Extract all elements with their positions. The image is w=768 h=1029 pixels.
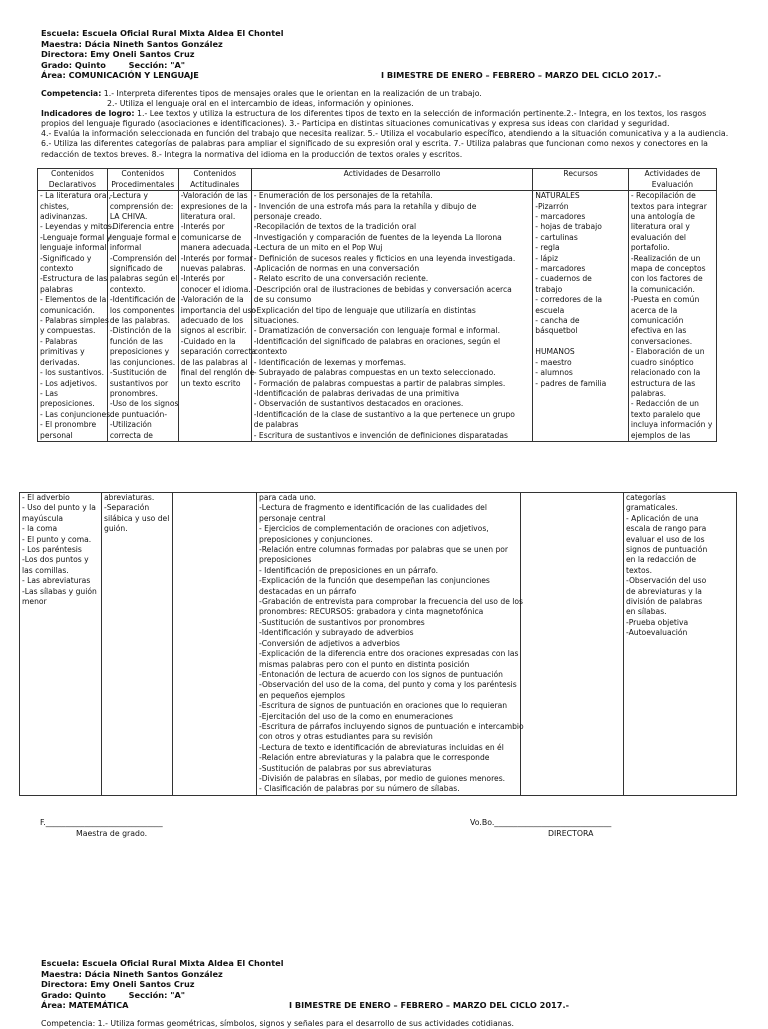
cell-line: -Cuidado en la [180,336,236,346]
cell-line: palabras [40,284,73,294]
cell-line: personal [40,430,73,440]
cell-line: pronombres. [109,388,158,398]
cell-line: -Aplicación de normas en una conversación [253,264,420,274]
cell-line: relacionado con la [630,368,701,378]
cell-line: - Palabras simples [40,316,109,326]
cell-line: una antología de [630,212,695,221]
cell-line: de las palabras al [180,357,248,367]
cell-line: mismas palabras pero con el punto en distinta posición [259,659,470,669]
cell-line: acerca de la [630,305,678,315]
cell-line: - cartulinas [535,232,578,242]
cell-line: - Clasificación de palabras por su número de sílabas. [259,784,460,794]
cell-line: -Recopilación de textos de la tradición oral [253,222,417,232]
cell-line: - marcadores [535,264,586,274]
director-signature-label: DIRECTORA [548,829,594,838]
cell-actitudinales [178,191,257,442]
cell-line: chistes, [40,201,70,211]
cell-line: comprensión de: [109,201,174,211]
cell-line: mapa de conceptos [630,264,706,274]
cell-line: importancia del uso [180,305,257,315]
cell-line: - Leyendas y mitos. [40,222,115,232]
cell-line: preposiciones y conjunciones. [259,534,373,544]
cell-line: escala de rango para [626,524,707,534]
cell-declarativos [38,191,115,442]
cell-line: preposiciones. [40,399,95,409]
director-name: Directora: Emy Oneli Santos Cruz [41,49,195,60]
cell-line: trabajo [535,284,563,294]
cell-line: - Definición de sucesos reales y ficticios en una leyenda investigada. [253,253,516,263]
cell-line: - La literatura oral, [40,191,112,201]
cell-actividades-cont [257,493,524,796]
cell-line: nuevas palabras. [180,264,246,274]
bimestre-label-2: I BIMESTRE DE ENERO – FEBRERO – MARZO DEL CICLO 2017.- [289,1000,569,1011]
cell-line: - Identificación de lexemas y morfemas. [253,357,407,367]
cell-line: manera adecuada. [180,243,253,253]
cell-line: textos. [626,565,653,575]
area-row-2 [41,1000,741,1011]
cell-line: correcta de [109,430,153,440]
cell-line: básquetbol [535,326,578,336]
cell-line: personaje central [259,513,326,523]
school-name: Escuela: Escuela Oficial Rural Mixta Aldea El Chontel [41,28,284,38]
cell-line: - hojas de trabajo [535,222,602,232]
cell-line: las conjunciones. [109,357,176,367]
bimestre-label: I BIMESTRE DE ENERO – FEBRERO – MARZO DEL CICLO 2017.- [381,70,661,81]
cell-line: en sílabas. [626,607,667,617]
cell-line: ejemplos de las [630,430,691,440]
cell-line: un texto escrito [180,378,241,388]
cell-line: las comillas. [22,565,69,575]
cell-line: -Comprensión del [109,253,177,263]
cell-line: - corredores de la [535,295,602,305]
indicadores-label: Indicadores de logro: [41,109,135,119]
indicadores-line-3: 4.- Evalúa la información seleccionada en función del trabajo que necesita realizar. 5.- Utiliza el vocabulario específico, atendiendo a la situación comunicativa y a la audiencia. [41,129,729,139]
cell-line: efectiva en las [630,326,687,336]
header-procedimentales: Contenidos Procedimentales [107,169,178,191]
cell-line: contexto [253,347,288,357]
cell-line: - Los adjetivos. [40,378,98,388]
cell-line: preposiciones [259,555,312,565]
cell-line: -Identificación del significado de palabras en oraciones, según el [253,336,501,346]
cell-line: -Grabación de entrevista para comprobar la frecuencia del uso de los [259,597,523,607]
header-actividades: Actividades de Desarrollo [251,169,532,191]
competencia-label: Competencia: [41,89,102,98]
indicadores-line-4: 6.- Utiliza las diferentes categorías de palabras para ampliar el significado de su expresión oral y escrita. 7.- Utiliza palabras que funcionan como nexos y conectores en la [41,139,708,149]
cell-line: -Escritura de párrafos incluyendo signos de puntuación e intercambio [259,721,524,731]
cell-line: - Relato escrito de una conversación reciente. [253,274,429,284]
cell-line: -Identificación de [109,295,176,305]
cell-line: -Realización de un [630,253,701,263]
cell-line: -Descripción oral de ilustraciones de bebidas y conversación acerca [253,284,512,294]
cell-recursos [533,191,629,442]
cell-line: - El adverbio [22,493,70,502]
cell-line: palabras según el [109,274,178,284]
cell-line: - Las [40,388,58,398]
cell-line: -Uso de los signos [109,399,179,409]
table-row [38,191,717,442]
cell-line: gramaticales. [626,503,678,513]
competencia-block [41,89,741,160]
competencia-line-2 [41,99,741,109]
cell-line: signos de puntuación [626,545,708,555]
cell-line: - Las conjunciones. [40,409,113,419]
competencia-partial: Competencia: 1.- Utiliza formas geométricas, símbolos, signos y señales para el desarrollo de sus actividades cotidianas. [41,1018,515,1028]
teacher-name-2: Maestra: Dácia Nineth Santos González [41,968,223,979]
cell-line: - Formación de palabras compuestas a partir de palabras simples. [253,378,506,388]
cell-line: -Sustitución de sustantivos por pronombres [259,617,425,627]
cell-line: portafolio. [630,243,670,253]
cell-line: menor [22,597,47,607]
cell-line: -Pizarrón [535,201,569,211]
cell-line: -Escritura de signos de puntuación en oraciones que lo requieran [259,701,508,711]
cell-actividades [251,191,532,442]
cell-line: categorías [626,493,666,502]
cell-line: conversaciones. [630,336,693,346]
cell-line: - El pronombre [40,420,97,430]
cell-line: - Enumeración de los personajes de la retahíla. [253,191,433,201]
cell-line: - Ejercicios de complementación de oraciones con adjetivos, [259,524,489,534]
competencia-1: 1.- Interpreta diferentes tipos de mensajes orales que le orientan en la realización de un trabajo. [101,89,482,98]
cell-line: - Redacción de un [630,399,699,409]
cell-line: -Lectura y [109,191,148,201]
indicadores-1: 1.- Lee textos y utiliza la estructura de los diferentes tipos de texto en la selección de información pertinente.2.- Integra, en los textos, los rasgos [134,109,707,119]
cell-line: de puntuación- [109,409,168,419]
cell-line: -Las sílabas y guión [22,586,97,596]
cell-line: silábica y uso del [104,513,170,523]
cell-line: -Diferencia entre [109,222,174,232]
cell-actitudinales-cont [173,493,257,796]
header-recursos: Recursos [533,169,629,191]
cell-line: palabras. [630,388,667,398]
grade-section-2: Grado: Quinto Sección: "A" [41,989,186,1000]
cell-declarativos-cont [20,493,102,796]
cell-line: -Puesta en común [630,295,700,305]
cell-line: significado de [109,264,163,274]
cell-line: sustantivos por [109,378,169,388]
cell-line: - Recopilación de [630,191,696,201]
cell-line: -Autoevaluación [626,628,688,638]
cell-line: - Invención de una estrofa más para la retahíla y dibujo de [253,201,477,211]
cell-line: en la redacción de [626,555,697,565]
cell-line: -Significado y [40,253,92,263]
cell-line: -Explicación del tipo de lenguaje que utilizaría en distintas [253,305,476,315]
cell-line: destacadas en un párrafo [259,586,357,596]
cell-line: - alumnos [535,368,573,378]
cell-line: -Lectura de fragmento e identificación de las cualidades del [259,503,487,513]
cell-line: literatura oral. [180,212,236,221]
cell-line: literatura oral y [630,222,690,232]
cell-line: primitivas y [40,347,85,357]
cell-evaluacion-cont [624,493,737,796]
cell-line: -Explicación de la función que desempeñan las conjunciones [259,576,490,586]
cell-line: comunicarse de [180,232,242,242]
cell-line: -Relación entre abreviaturas y la palabra que le corresponde [259,753,490,763]
cell-line: -Separación [104,503,150,513]
cell-line: escuela [535,305,565,315]
cell-line: lenguaje formal e [109,232,177,242]
cell-line: de palabras [253,420,299,430]
cell-line: informal [109,243,142,253]
cell-line: de las palabras. [109,316,171,326]
cell-line: y compuestas. [40,326,96,336]
cell-line: de su consumo [253,295,312,305]
cell-line: - Uso del punto y la [22,503,96,513]
cell-line: - Aplicación de una [626,513,699,523]
cell-line: textos para integrar [630,201,707,211]
cell-line: -Relación entre columnas formadas por palabras que se unen por [259,545,509,555]
cell-line: -Sustitución de [109,368,167,378]
teacher-signature-line: F.______________________________ [40,818,163,827]
cell-line: - la coma [22,524,58,534]
cell-line: - regla [535,243,560,253]
header-declarativos: Contenidos Declarativos [38,169,108,191]
cell-line: comunicación [630,316,684,326]
indicadores-line-2: propios del lenguaje figurado (asociaciones e identificaciones). 3.- Participa en distintas situaciones comunicativas y expresa sus ideas con claridad y seguridad. [41,119,670,129]
cell-line: - Observación de sustantivos destacados en oraciones. [253,399,464,409]
cell-line: los componentes [109,305,175,315]
cell-line: LA CHIVA. [109,212,148,221]
cell-line: - Las abreviaturas [22,576,91,586]
cell-line: NATURALES [535,191,580,201]
cell-line: -Interés por formar [180,253,253,263]
cell-line: -Identificación y subrayado de adverbios [259,628,414,638]
cell-line: -Lectura de texto e identificación de abreviaturas incluidas en él [259,742,504,752]
cell-line: -Identificación de la clase de sustantivo a la que pertenece un grupo [253,409,515,419]
cell-procedimentales-cont [102,493,173,796]
cell-line: preposiciones y [109,347,170,357]
cell-line: división de palabras [626,597,703,607]
cell-line: HUMANOS [535,347,575,357]
competencia-line-1 [41,89,741,99]
cell-line: - cuadernos de [535,274,592,284]
page-3-header [41,958,741,1029]
cell-line: conocer el idioma. [180,284,251,294]
cell-line: adecuado de los [180,316,244,326]
table-row [20,493,737,796]
competencia-2: 2.- Utiliza el lenguaje oral en el intercambio de ideas, información y opiniones. [107,99,414,109]
cell-line: -Lenguaje formal y [40,232,112,242]
director-name-2: Directora: Emy Oneli Santos Cruz [41,979,195,990]
cell-line: -Entonación de lectura de acuerdo con los signos de puntuación [259,669,503,679]
cell-line: guión. [104,524,128,534]
area-row [41,70,741,81]
cell-line: cuadro sinóptico [630,357,694,367]
cell-line: personaje creado. [253,212,322,221]
cell-line: de abreviaturas y la [626,586,702,596]
area-label: Área: COMUNICACIÓN Y LENGUAJE [41,70,199,81]
cell-line: -Sustitución de palabras por sus abreviaturas [259,763,432,773]
cell-line [535,337,626,347]
cell-line: -Explicación de la diferencia entre dos oraciones expresadas con las [259,649,519,659]
cell-line: - Identificación de preposiciones en un párrafo. [259,565,439,575]
cell-line: -Valoración de la [180,295,244,305]
cell-line: -Los dos puntos y [22,555,89,565]
cell-procedimentales [107,191,178,442]
cell-line: -Distinción de la [109,326,172,336]
cell-line: evaluar el uso de los [626,534,705,544]
cell-recursos-cont [521,493,624,796]
cell-line: -Valoración de las [180,191,248,201]
header-evaluacion: Actividades de Evaluación [628,169,716,191]
cell-line: - padres de familia [535,378,607,388]
cell-line: adivinanzas. [40,212,88,221]
cell-line: para cada uno. [259,493,316,502]
director-signature-line: Vo.Bo.______________________________ [470,818,612,827]
cell-line: -Utilización [109,420,152,430]
table-header-row [38,169,717,191]
header-actitudinales: Contenidos Actitudinales [178,169,251,191]
indicadores-line-1 [41,109,741,119]
cell-line: - Elementos de la [40,295,107,305]
cell-line: -Prueba objetiva [626,617,689,627]
cell-line: - Subrayado de palabras compuestas en un texto seleccionado. [253,368,496,378]
cell-line: - lápiz [535,253,559,263]
cell-line: - Elaboración de un [630,347,705,357]
cell-line: con otros y otras estudiantes para su revisión [259,732,433,742]
cell-line: pronombres: RECURSOS: grabadora y cinta magnetofónica [259,607,484,617]
cell-line: en pequeños ejemplos [259,690,345,700]
cell-line: - Dramatización de conversación con lenguaje formal e informal. [253,326,500,336]
teacher-name: Maestra: Dácia Nineth Santos González [41,38,223,49]
teacher-signature-label: Maestra de grado. [76,829,148,838]
cell-line: - Escritura de sustantivos e invención de definiciones disparatadas [253,430,508,440]
cell-line: - Palabras [40,336,78,346]
cell-line: -Observación del uso [626,576,707,586]
cell-line: - El punto y coma. [22,534,92,544]
area-label-2: Área: MATEMÁTICA [41,1000,129,1011]
cell-line: estructura de las [630,378,696,388]
cell-line: - cancha de [535,316,580,326]
cell-line: mayúscula [22,513,64,523]
cell-line: -División de palabras en sílabas, por medio de guiones menores. [259,773,506,783]
cell-line: derivadas. [40,357,80,367]
cell-line: situaciones. [253,316,300,326]
page-1-header [41,28,741,81]
cell-line: evaluación del [630,232,687,242]
cell-line: contexto. [109,284,146,294]
cell-evaluacion [628,191,716,442]
grade-section: Grado: Quinto Sección: "A" [41,59,186,70]
cell-line: - los sustantivos. [40,368,105,378]
cell-line: -Interés por [180,222,225,232]
cell-line: función de las [109,336,163,346]
school-name-2: Escuela: Escuela Oficial Rural Mixta Aldea El Chontel [41,958,284,968]
cell-line: con los factores de [630,274,703,284]
cell-line: -Conversión de adjetivos a adverbios [259,638,400,648]
cell-line: -Lectura de un mito en el Pop Wuj [253,243,383,253]
cell-line: abreviaturas. [104,493,155,502]
page-1-table [37,168,717,442]
cell-line: incluya información y [630,420,713,430]
cell-line: final del renglón de [180,368,255,378]
cell-line: lenguaje informal [40,243,107,253]
cell-line: la comunicación. [630,284,695,294]
cell-line: -Interés por [180,274,225,284]
cell-line: separación correcta [180,347,257,357]
cell-line: - maestro [535,357,572,367]
cell-line: comunicación. [40,305,95,315]
cell-line: - marcadores [535,212,586,221]
cell-line: - Los paréntesis [22,545,82,555]
cell-line: texto paralelo que [630,409,701,419]
cell-line: -Investigación y comparación de fuentes de la leyenda La llorona [253,232,502,242]
cell-line: expresiones de la [180,201,248,211]
indicadores-line-5: redacción de textos breves. 8.- Integra la normativa del idioma en la producción de textos orales y escritos. [41,149,463,159]
cell-line: -Observación del uso de la coma, del punto y coma y los paréntesis [259,680,517,690]
cell-line: contexto [40,264,74,274]
page-2-table [19,492,737,796]
cell-line: -Ejercitación del uso de la como en enumeraciones [259,711,453,721]
cell-line: signos al escribir. [180,326,247,336]
cell-line: -Identificación de palabras derivadas de una primitiva [253,388,460,398]
cell-line: -Estructura de las [40,274,108,284]
